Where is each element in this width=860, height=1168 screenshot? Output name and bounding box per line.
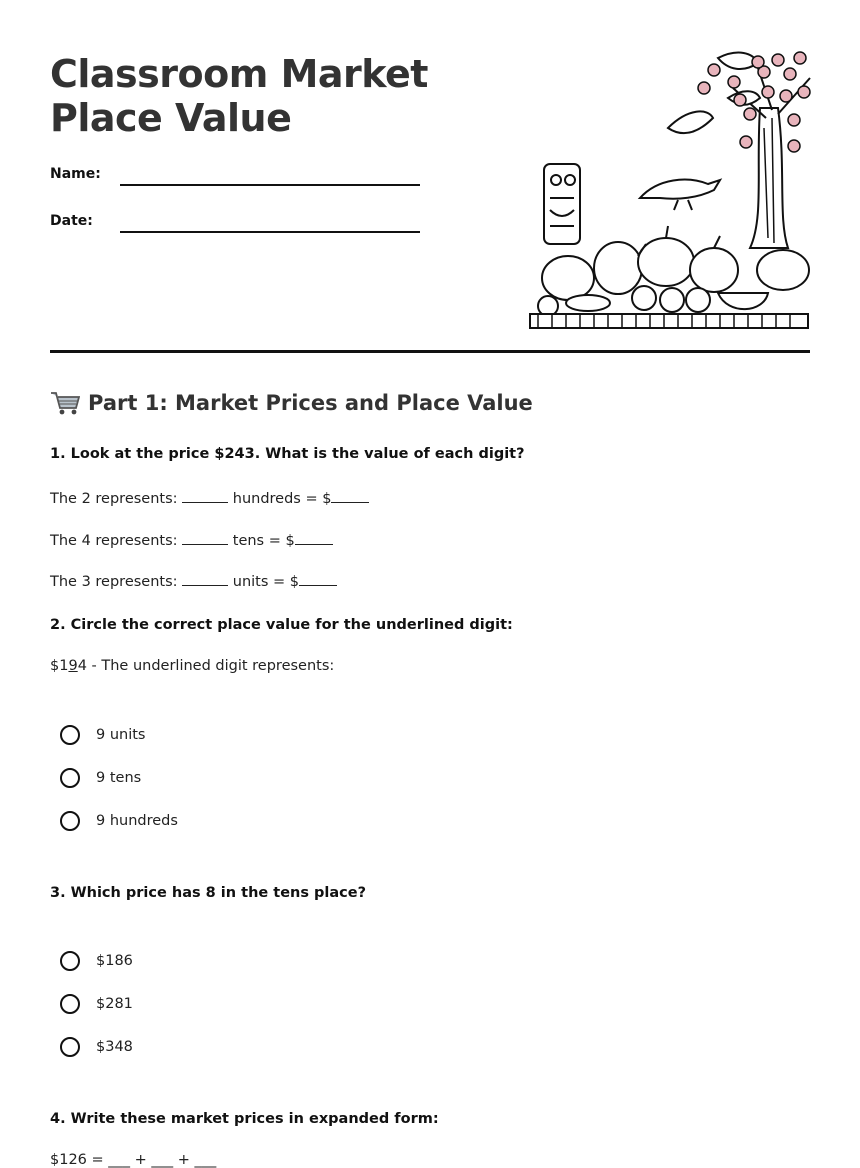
radio-circle[interactable] <box>60 768 80 788</box>
q1-row-units-label: The 3 represents: <box>50 574 183 590</box>
name-line[interactable] <box>120 184 420 186</box>
header-divider <box>50 350 810 353</box>
q2-option[interactable] <box>60 765 141 791</box>
date-field[interactable] <box>50 213 430 237</box>
q1-row-units-unit: units = $ <box>228 574 300 590</box>
date-line[interactable] <box>120 231 420 233</box>
q1-row-tens <box>50 530 333 549</box>
market-illustration <box>528 48 812 332</box>
q1-hundreds-value-blank[interactable] <box>331 488 369 503</box>
q2-statement-text: - The underlined digit represents: <box>86 658 335 674</box>
q2-underlined-digit: 9 <box>68 658 78 674</box>
q2-statement <box>50 658 334 674</box>
q3-option-label: $186 <box>96 953 133 969</box>
name-field[interactable] <box>50 166 430 190</box>
radio-circle[interactable] <box>60 1037 80 1057</box>
q1-row-hundreds <box>50 488 369 507</box>
name-label: Name: <box>50 166 101 182</box>
page-title: Classroom Market Place Value <box>50 52 428 140</box>
q1-units-count-blank[interactable] <box>182 571 228 586</box>
radio-circle[interactable] <box>60 994 80 1014</box>
q1-units-value-blank[interactable] <box>299 571 337 586</box>
q2-option-label: 9 tens <box>96 770 142 786</box>
radio-circle[interactable] <box>60 951 80 971</box>
q3-option-label: $348 <box>96 1039 133 1055</box>
date-label: Date: <box>50 213 93 229</box>
radio-circle[interactable] <box>60 811 80 831</box>
q2-option-label: 9 hundreds <box>96 813 178 829</box>
q1-row-hundreds-label: The 2 represents: <box>50 491 183 507</box>
q2-option[interactable] <box>60 722 145 748</box>
q3-option[interactable] <box>60 1034 133 1060</box>
q2-price-start: $1 <box>50 658 69 674</box>
q1-row-tens-unit: tens = $ <box>228 533 295 549</box>
q3-option-label: $281 <box>96 996 133 1012</box>
q1-row-units <box>50 571 337 590</box>
q2-option-label: 9 units <box>96 727 146 743</box>
part1-heading-text: Part 1: Market Prices and Place Value <box>88 391 533 415</box>
q3-option[interactable] <box>60 991 133 1017</box>
radio-circle[interactable] <box>60 725 80 745</box>
q2-price-end: 4 <box>77 658 87 674</box>
q2-prompt: 2. Circle the correct place value for the underlined digit: <box>50 617 513 633</box>
q4-first-item: $126 = ___ + ___ + ___ <box>50 1152 217 1168</box>
q4-prompt: 4. Write these market prices in expanded form: <box>50 1111 439 1127</box>
q1-prompt: 1. Look at the price $243. What is the value of each digit? <box>50 446 525 462</box>
q2-option[interactable] <box>60 808 178 834</box>
q1-tens-value-blank[interactable] <box>295 530 333 545</box>
q1-row-tens-label: The 4 represents: <box>50 533 183 549</box>
q1-row-hundreds-unit: hundreds = $ <box>228 491 332 507</box>
part1-heading <box>50 390 533 416</box>
q1-hundreds-count-blank[interactable] <box>182 488 228 503</box>
q3-prompt: 3. Which price has 8 in the tens place? <box>50 885 367 901</box>
q1-tens-count-blank[interactable] <box>182 530 228 545</box>
shopping-cart-icon <box>50 390 80 416</box>
q3-option[interactable] <box>60 948 133 974</box>
